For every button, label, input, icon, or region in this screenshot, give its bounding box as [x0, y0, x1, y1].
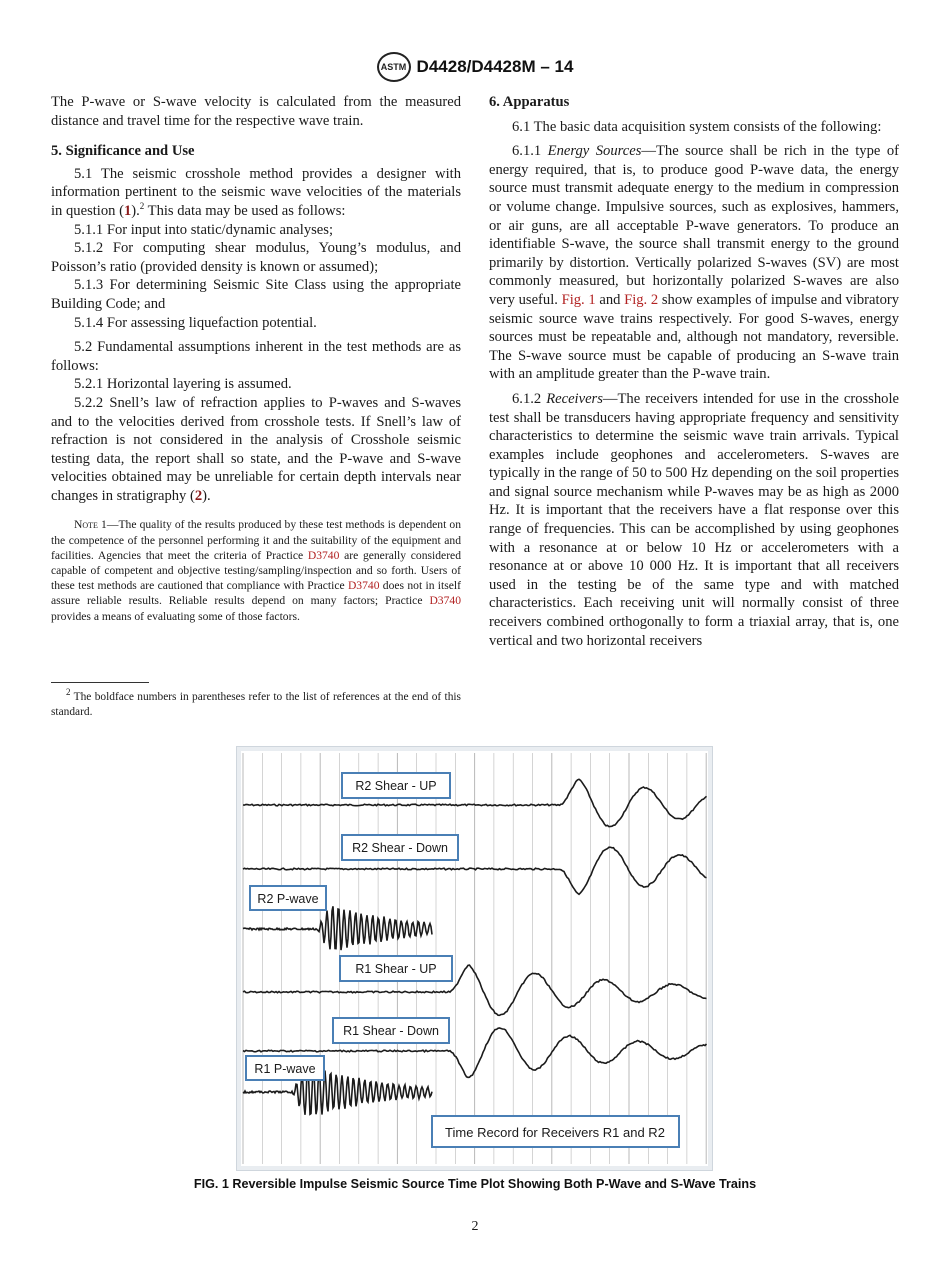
reference-1-link[interactable]: 1 — [123, 202, 132, 219]
waveform-plot — [237, 747, 712, 1170]
svg-text:R1 Shear - UP: R1 Shear - UP — [355, 962, 437, 976]
para-5-2-2: 5.2.2 Snell’s law of refraction applies to P-waves and S-waves and to the velocities derived from crosshole tests. If Snell’s law of refraction is not considered in the analysis of Crosshole seismic testing data, the report shall so state, and the P-wave and S-wave velocities obtained may be unreliable for certain depth intervals near changes in stratigraphy (2). — [51, 394, 461, 504]
left-column — [51, 93, 461, 624]
time-record-label — [432, 1116, 679, 1147]
svg-text:Time Record for Receivers R1 a: Time Record for Receivers R1 and R2 — [445, 1125, 665, 1140]
right-column — [489, 93, 899, 650]
para-5-1-4: 5.1.4 For assessing liquefaction potential. — [74, 314, 317, 331]
reference-2-link[interactable]: 2 — [194, 487, 203, 504]
svg-text:R2 P-wave: R2 P-wave — [257, 892, 319, 906]
para-6-1-1: 6.1.1 Energy Sources—The source shall be rich in the type of energy required, that is, to produce good P-wave data, the energy source must transmit adequate energy to the medium in compression or volume change. Impulsive sources, such as explosives, hammers, or air guns, are all acceptable P-wave generators. To produce an identifiable S-wave, the source shall transmit energy to the ground primarily by distortion. Vertically polarized S-waves (SV) are most commonly measured, but horizontally polarized S-waves are also very useful. Fig. 1 and Fig. 2 show examples of impulse and vibratory seismic source wave trains respectively. For good S-waves, energy sources must be repeatable and, although not mandatory, reversible. The S-wave source must be capable of producing an S-wave train with an amplitude greater than the P-wave train. — [489, 143, 900, 383]
d3740-link[interactable]: D3740 — [429, 594, 461, 608]
para-5-1-3: 5.1.3 For determining Seismic Site Class using the appropriate Building Code; and — [51, 277, 461, 312]
para-5-2-1: 5.2.1 Horizontal layering is assumed. — [74, 376, 292, 393]
standard-designation: D4428/D4428M – 14 — [416, 57, 574, 76]
d3740-link[interactable]: D3740 — [307, 548, 340, 562]
para-5-1-1: 5.1.1 For input into static/dynamic analyses; — [74, 221, 334, 238]
svg-text:R1 P-wave: R1 P-wave — [254, 1062, 316, 1076]
r2-p-wave-label — [250, 886, 326, 910]
para-6-1-2: 6.1.2 Receivers—The receivers intended for use in the crosshole test shall be transducers having appropriate frequency and sensitivity characteristics to determine the seismic wave train arrivals. Typical examples include geophones and accelerometers. S-waves are typically in the range of 50 to 500 Hz depending on the soil properties and signal source mechanism while P-waves may be as high as 2000 Hz. It is important that the receivers have a flat response over this range of frequencies. This can be accomplished by using geophones with a resonance at or below 10 Hz or accelerometers with a resonance at or above 10 000 Hz. It is important that all receivers used in the testing be of the same type and with matched characteristics. Each receiving unit will normally consist of three receivers combined orthogonally to form a triaxial array, that is, one vertical and two horizontal receivers — [489, 390, 899, 649]
svg-text:R2 Shear - UP: R2 Shear - UP — [355, 779, 437, 793]
svg-text:R2 Shear - Down: R2 Shear - Down — [352, 841, 448, 855]
astm-logo: ASTM — [377, 52, 411, 82]
figure-caption: FIG. 1 Reversible Impulse Seismic Source Time Plot Showing Both P-Wave and S-Wave Trains — [193, 1177, 757, 1191]
section-6-heading: 6. Apparatus — [489, 94, 570, 110]
para-5-1-2: 5.1.2 For computing shear modulus, Young’s modulus, and Poisson’s ratio (provided density is known or assumed); — [51, 240, 461, 275]
r1-shear-down-label — [333, 1018, 449, 1043]
svg-text:R1 Shear - Down: R1 Shear - Down — [343, 1024, 439, 1038]
footnote-marker[interactable]: 2 — [139, 201, 145, 212]
r2-shear-up-label — [342, 773, 450, 798]
footnote-divider — [51, 682, 149, 683]
r1-shear-up-label — [340, 956, 452, 981]
page-number: 2 — [471, 1219, 479, 1234]
section-5-heading: 5. Significance and Use — [51, 143, 195, 160]
para-5-1: 5.1 The seismic crosshole method provides a designer with information pertinent to the seismic wave velocities of the materials in question (1).$^2$ This data may be used as follows: — [51, 165, 461, 219]
r2-shear-down-label — [342, 835, 458, 860]
note-1: Note 1—The quality of the results produced by these test methods is dependent on the competence of the personnel performing it and the suitability of the equipment and facilities. Agencies that meet the criteria of Practice D3740 are generally considered capable of competent and objective testing/sampling/inspection and so forth. Users of these test methods are cautioned that compliance with Practice D3740 does not in itself assure reliable results. Reliable results depend on many factors; Practice D3740 provides a means of evaluating some of those factors. — [51, 518, 461, 623]
page-header — [0, 52, 950, 82]
fig-1-link[interactable]: Fig. 1 — [561, 291, 596, 308]
d3740-link[interactable]: D3740 — [347, 579, 380, 593]
intro-paragraph: The P-wave or S-wave velocity is calculated from the measured distance and travel time for the respective wave train. — [51, 94, 461, 129]
para-6-1: 6.1 The basic data acquisition system consists of the following: — [512, 118, 882, 135]
footnote-2: $^2$ The boldface numbers in parentheses refer to the list of references at the end of this standard. — [51, 687, 461, 718]
fig-2-link[interactable]: Fig. 2 — [624, 291, 659, 308]
r1-p-wave-label — [246, 1056, 324, 1080]
para-5-2: 5.2 Fundamental assumptions inherent in the test methods are as follows: — [51, 339, 461, 374]
figure-1 — [236, 746, 713, 1171]
